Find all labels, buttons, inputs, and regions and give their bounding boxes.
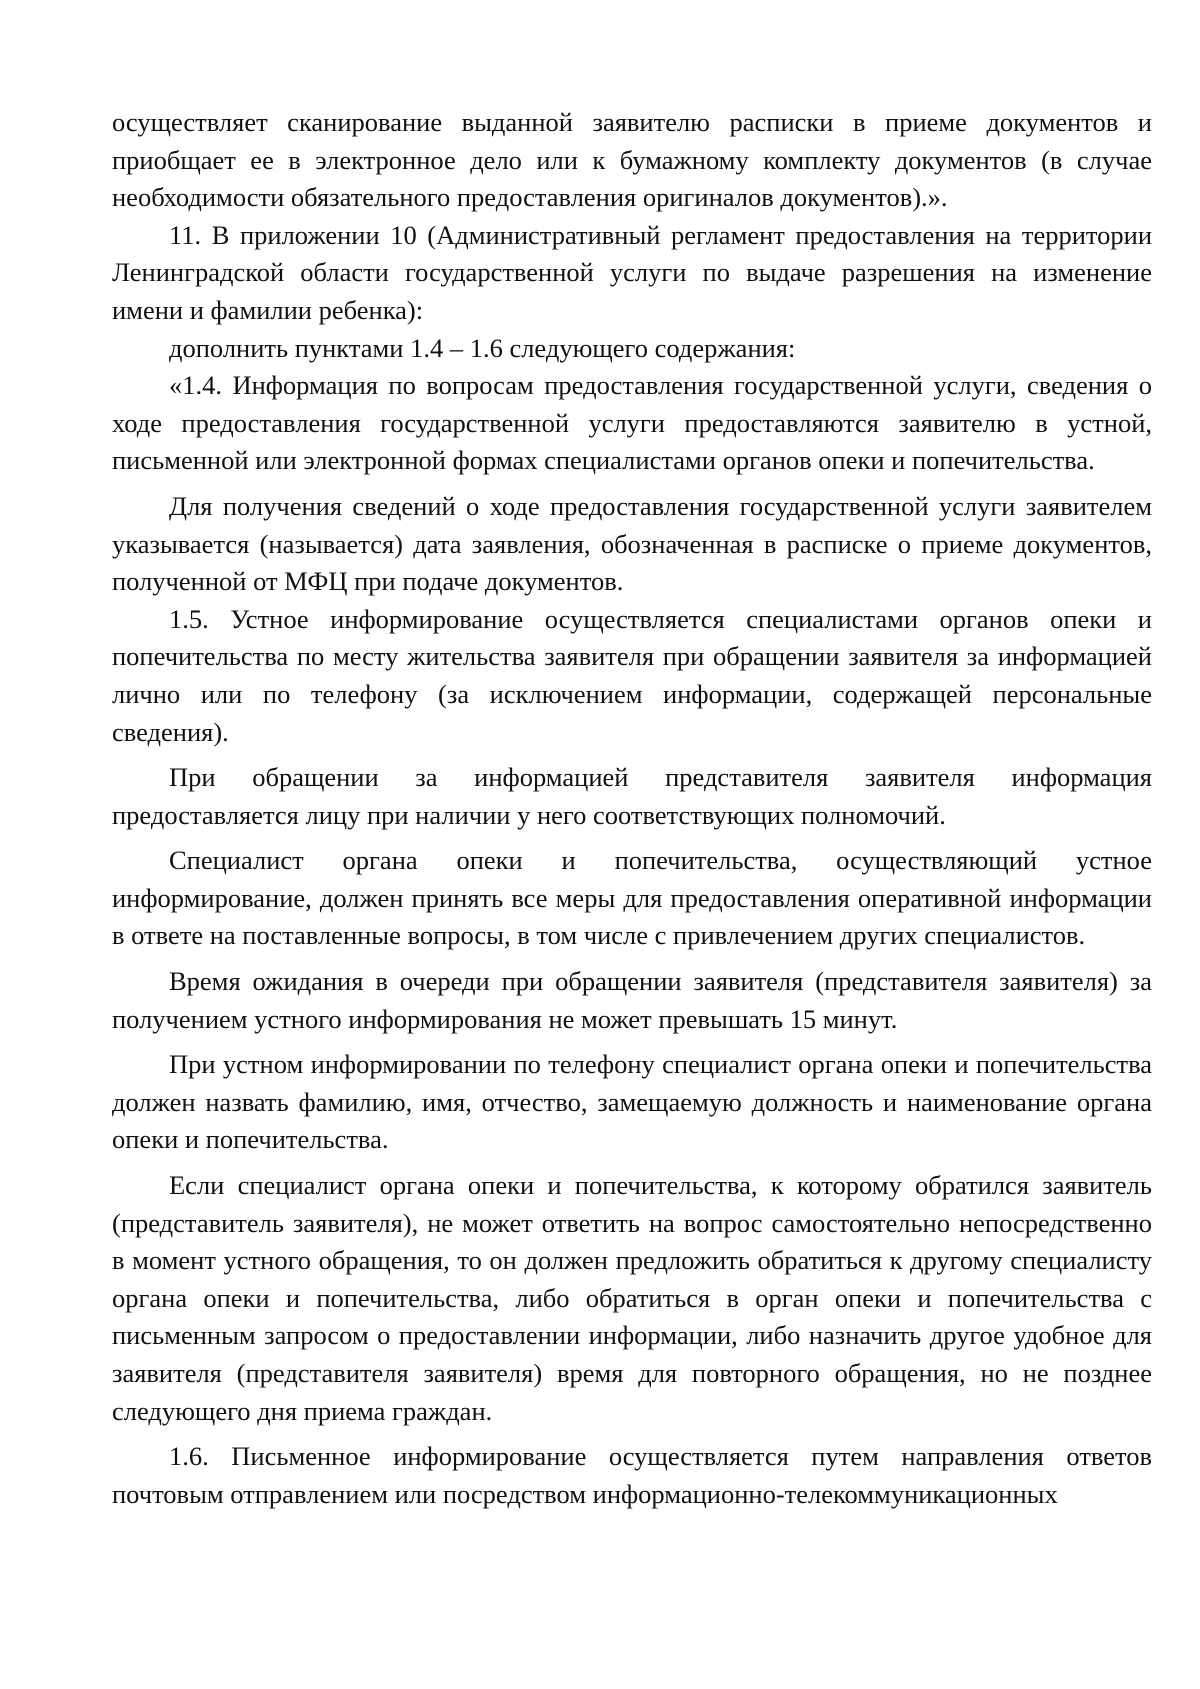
paragraph-representative: При обращении за информацией представителя заявителя информация предоставляется лицу при наличии у него соответствующих полномочий. xyxy=(112,762,1152,830)
paragraph-1-5: 1.5. Устное информирование осуществляется специалистами органов опеки и попечительства по месту жительства заявителя при обращении заявителя за информацией лично или по телефону (за исключением информации, содержащей персональные сведения). xyxy=(112,603,1152,747)
paragraph-waiting-time: Время ожидания в очереди при обращении заявителя (представителя заявителя) за получением устного информирования не может превышать 15 минут. xyxy=(112,966,1152,1034)
paragraph-supplement: дополнить пунктами 1.4 – 1.6 следующего содержания: xyxy=(169,332,796,363)
paragraph-phone-info: При устном информировании по телефону специалист органа опеки и попечительства должен назвать фамилию, имя, отчество, замещаемую должность и наименование органа опеки и попечительства. xyxy=(112,1049,1152,1155)
paragraph-item-11: 11. В приложении 10 (Административный регламент предоставления на территории Ленинградской области государственной услуги по выдаче разрешения на изменение имени и фамилии ребенка): xyxy=(112,219,1152,325)
paragraph-redirect: Если специалист органа опеки и попечительства, к которому обратился заявитель (представитель заявителя), не может ответить на вопрос самостоятельно непосредственно в момент устного обращения, то он должен предложить обратиться к другому специалисту органа опеки и попечительства, либо обратиться в орган опеки и попечительства с письменным запросом о предоставлении информации, либо назначить другое удобное для заявителя (представителя заявителя) время для повторного обращения, но не позднее следующего дня приема граждан. xyxy=(112,1170,1152,1426)
paragraph-1-6: 1.6. Письменное информирование осуществляется путем направления ответов почтовым отправлением или посредством информационно-телекоммуникационных xyxy=(112,1441,1152,1509)
paragraph-specialist: Специалист органа опеки и попечительства, осуществляющий устное информирование, должен принять все меры для предоставления оперативной информации в ответе на поставленные вопросы, в том числе с привлечением других специалистов. xyxy=(112,845,1152,951)
paragraph-continuation: осуществляет сканирование выданной заявителю расписки в приеме документов и приобщает ее в электронное дело или к бумажному комплекту документов (в случае необходимости обязательного предоставления оригиналов документов).». xyxy=(112,107,1152,213)
paragraph-1-4: «1.4. Информация по вопросам предоставления государственной услуги, сведения о ходе предоставления государственной услуги предоставляются заявителю в устной, письменной или электронной формах специалистами органов опеки и попечительства. xyxy=(112,370,1152,476)
document-body xyxy=(112,104,1152,1513)
paragraph-status-info: Для получения сведений о ходе предоставления государственной услуги заявителем указывается (называется) дата заявления, обозначенная в расписке о приеме документов, полученной от МФЦ при подаче документов. xyxy=(112,490,1152,597)
